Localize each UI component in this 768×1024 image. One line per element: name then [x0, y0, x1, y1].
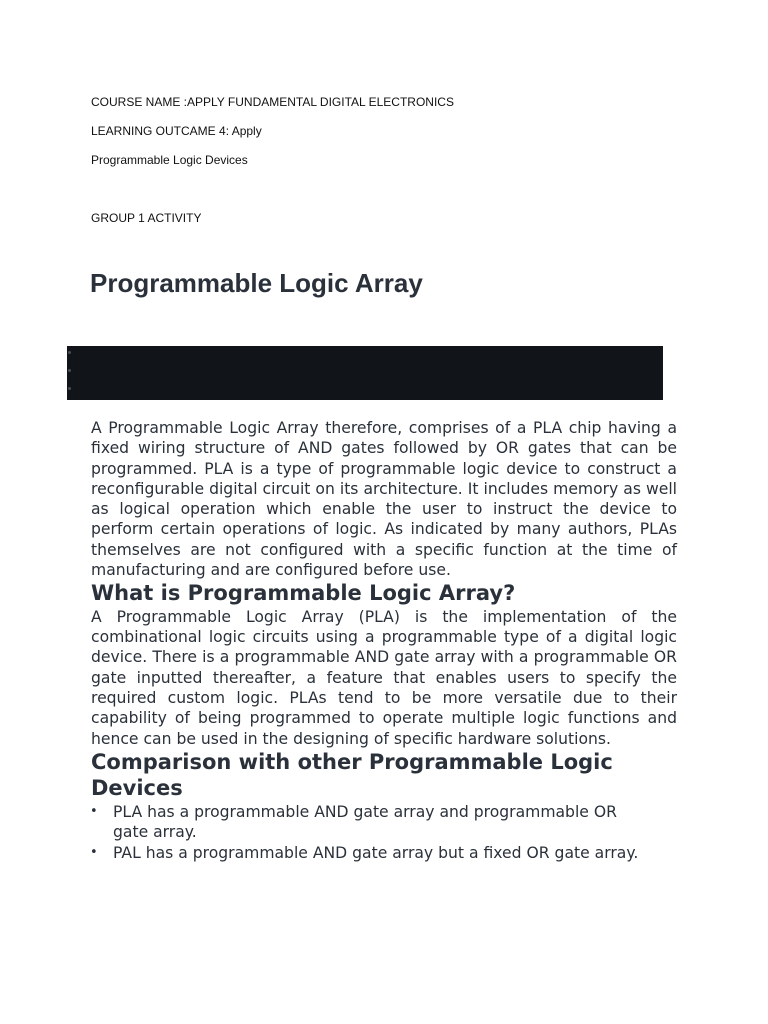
- section-heading-what: What is Programmable Logic Array?: [91, 581, 516, 606]
- document-title: Programmable Logic Array: [90, 268, 423, 298]
- topic-line: Programmable Logic Devices: [91, 153, 248, 167]
- list-item-text: PLA has a programmable AND gate array and programmable OR gate array.: [113, 802, 617, 842]
- list-item: [91, 802, 651, 843]
- what-paragraph: A Programmable Logic Array (PLA) is the implementation of the combinational logic circuits using a programmable type of a digital logic device. There is a programmable AND gate array with a programmable OR gate inputted thereafter, a feature that enables users to specify the required custom logic. PLAs tend to be more versatile due to their capability of being programmed to operate multiple logic functions and hence can be used in the designing of specific hardware solutions.: [91, 607, 677, 748]
- list-item: [91, 843, 651, 863]
- banner-bullet-dot: [68, 369, 71, 372]
- section-heading-comparison: Comparison with other Programmable Logic Devices: [91, 749, 613, 801]
- dark-banner: [67, 346, 663, 400]
- learning-outcome: LEARNING OUTCAME 4: Apply: [91, 124, 262, 138]
- article-body: [91, 418, 677, 863]
- bullet-icon: •: [90, 803, 98, 819]
- banner-bullet-dot: [68, 351, 71, 354]
- group-activity: GROUP 1 ACTIVITY: [91, 211, 202, 225]
- list-item-text: PAL has a programmable AND gate array but a fixed OR gate array.: [113, 843, 639, 862]
- comparison-list: [91, 802, 651, 863]
- intro-paragraph: A Programmable Logic Array therefore, comprises of a PLA chip having a fixed wiring structure of AND gates followed by OR gates that can be programmed. PLA is a type of programmable logic device to construct a reconfigurable digital circuit on its architecture. It includes memory as well as logical operation which enable the user to instruct the device to perform certain operations of logic. As indicated by many authors, PLAs themselves are not configured with a specific function at the time of manufacturing and are configured before use.: [91, 419, 677, 580]
- bullet-icon: •: [90, 844, 98, 860]
- banner-bullet-dot: [68, 387, 71, 390]
- course-name: COURSE NAME :APPLY FUNDAMENTAL DIGITAL ELECTRONICS: [91, 95, 454, 109]
